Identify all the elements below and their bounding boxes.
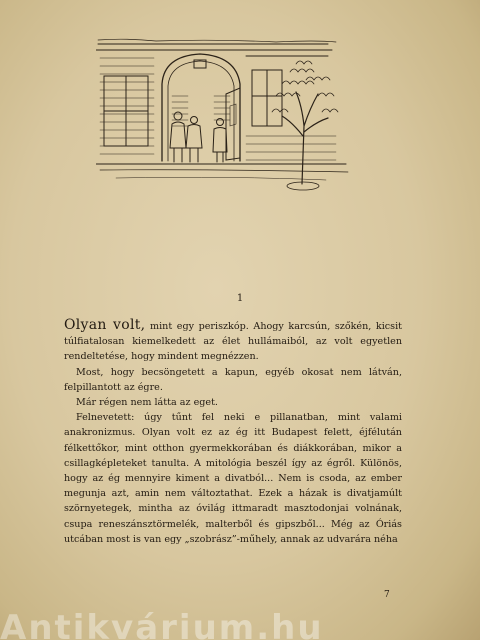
paragraph: Felnevetett: úgy tűnt fel neki e pillanatban, mint valami anakronizmus. Olyan volt ez az ég itt Budapest felett, éjfélután félkettőkor, mint otthon gyermekkorában és diákkorában, mikor a csillagképleteket tanulta. A mitológia beszél így az égről. Különös, hogy az ég mennyire kiment a divatból... Nem is csoda, az ember megunja azt, amin nem változtathat. Ezek a házak is divatjamúlt szörnyetegek, mintha az óvilág ittmaradt masztodonjai volnának, csupa reneszánsztörmelék, malterből és gipszből... Még az Óriás utcában most is van egy „szobrász”-műhely, annak az udvarára néha (64, 412, 402, 545)
paragraph: Most, hogy becsöngetett a kapun, egyéb okosat nem látván, felpillantott az égre. (64, 366, 402, 393)
paragraph-lead-words: Olyan volt, (64, 317, 146, 333)
paragraph-text: mint egy periszkóp. Ahogy karcsún, szőkén, kicsit túlfiatalosan kiemelkedett az élet hullámaiból, az volt egyetlen rendeltetése, hogy mindent megnézzen. (64, 321, 402, 363)
paragraph: Már régen nem látta az eget. (76, 397, 218, 409)
chapter-number: 1 (236, 293, 244, 304)
paragraph (64, 318, 402, 365)
page-number: 7 (384, 590, 390, 600)
street-scene-illustration (96, 36, 358, 196)
body-text (64, 318, 402, 547)
watermark: Antikvárium.hu (0, 608, 324, 640)
